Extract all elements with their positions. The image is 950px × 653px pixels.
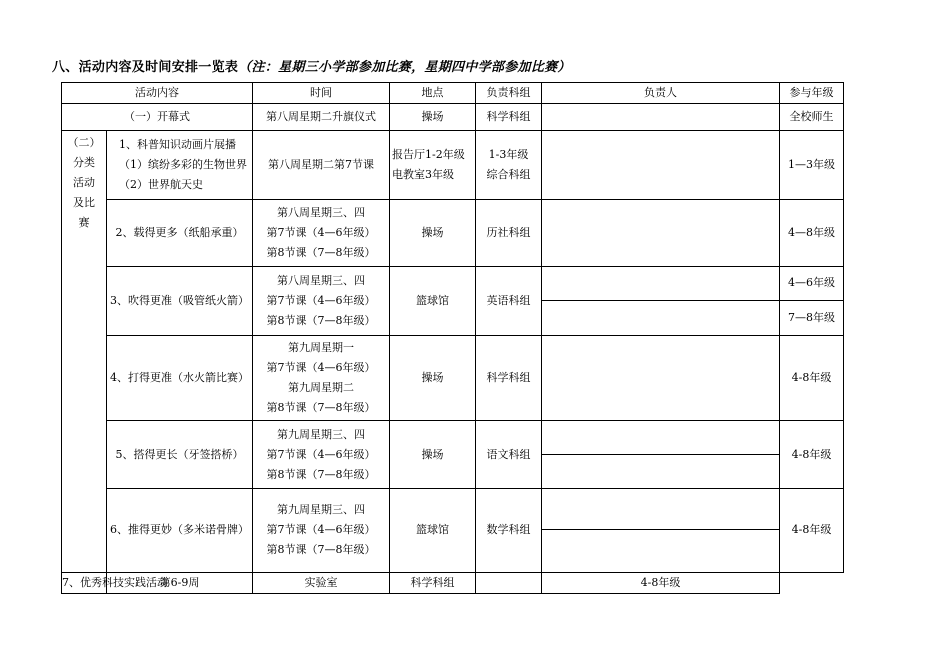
activity-leader [542,266,780,300]
time-line: 第九周星期一 [288,341,354,355]
activity-time [253,200,390,267]
time-line: 第7节课（4—6年级） [266,523,376,537]
activity-content [107,266,253,336]
activity-leader [542,200,780,267]
activity-leader [542,131,780,200]
opening-leader [542,104,780,131]
opening-place: 操场 [390,104,476,131]
activity-line: 5、搭得更长（牙签搭桥） [115,447,244,461]
time-line: 第九周星期三、四 [277,503,365,517]
table-row-opening [62,104,844,131]
activity-group [476,131,542,200]
time-line: 第九周星期二 [288,381,354,395]
table-row [62,131,844,200]
activity-time [253,336,390,421]
time-line: 第八周星期三、四 [277,205,365,219]
activity-grade: 1—3年级 [780,131,844,200]
section-label-line: 及比 [73,196,95,210]
section-label-line: （二） [67,136,101,150]
time-line: 第7节课（4—6年级） [266,294,376,308]
activity-grade: 4-8年级 [542,572,780,593]
activity-leader [542,530,780,572]
time-line: 第8节课（7—8年级） [266,245,376,259]
activity-group [476,421,542,489]
activity-line: 2、载得更多（纸船承重） [115,225,244,239]
section-label-line: 分类 [73,156,95,170]
activity-group [390,572,476,593]
section-label-line: 赛 [78,216,90,230]
activity-line: （2）世界航天史 [119,178,203,192]
activity-content [62,572,168,593]
activity-place [390,200,476,267]
activity-leader [476,572,542,593]
time-line: 第八周星期二第7节课 [268,158,374,172]
activity-grade: 4—8年级 [780,200,844,267]
table-row [62,421,844,454]
activity-time [253,131,390,200]
time-line: 第8节课（7—8年级） [266,543,376,557]
time-line: 第7节课（4—6年级） [266,225,376,239]
activity-group [476,336,542,421]
table-row [62,266,844,300]
table-row [62,488,844,529]
time-line: 第7节课（4—6年级） [266,447,376,461]
activity-line: （1）缤纷多彩的生物世界 [119,158,247,172]
activity-content [107,488,253,572]
activity-group [476,266,542,336]
activity-grade: 7—8年级 [780,301,844,336]
activity-time [253,488,390,572]
table-row [62,200,844,267]
activity-content [107,336,253,421]
activity-leader [542,421,780,454]
activity-line: 7、优秀科技实践活动 [62,575,168,589]
activity-leader [542,301,780,336]
place-line: 操场 [421,447,444,461]
activity-place [390,336,476,421]
section-label [62,131,107,572]
header-row [62,83,844,104]
activity-line: 3、吹得更准（吸管纸火箭） [110,294,249,308]
activity-leader [542,336,780,421]
title-note: （注：星期三小学部参加比赛，星期四中学部参加比赛） [238,60,571,75]
header-group: 负责科组 [476,83,542,104]
opening-time: 第八周星期二升旗仪式 [253,104,390,131]
header-leader: 负责人 [542,83,780,104]
time-line: 第8节课（7—8年级） [266,314,376,328]
header-time: 时间 [253,83,390,104]
place-line: 电教室3年级 [392,168,454,182]
activity-grade: 4-8年级 [780,488,844,572]
activity-content [107,200,253,267]
opening-grade: 全校师生 [780,104,844,131]
section-label-line: 活动 [73,176,95,190]
time-line: 第8节课（7—8年级） [266,467,376,481]
group-line: 科学科组 [410,575,455,589]
time-line: 第8节课（7—8年级） [266,401,376,415]
table-row [62,336,844,421]
activity-content [107,421,253,489]
group-line: 语文科组 [486,447,531,461]
activity-leader [542,488,780,529]
place-line: 篮球馆 [416,523,449,537]
activity-line: 6、推得更妙（多米诺骨牌） [110,523,249,537]
time-line: 第八周星期三、四 [277,274,365,288]
group-line: 1-3年级 [488,148,529,162]
table-title [52,56,571,75]
activity-place [390,421,476,489]
group-line: 历社科组 [486,225,531,239]
activity-group [476,200,542,267]
place-line: 实验室 [304,575,338,589]
activity-line: 1、科普知识动画片展播 [119,138,236,152]
activity-grade: 4-8年级 [780,336,844,421]
opening-content: （一）开幕式 [62,104,253,131]
activity-place [253,572,390,593]
title-main: 八、活动内容及时间安排一览表 [52,60,239,75]
table-row [62,572,844,593]
group-line: 数学科组 [486,523,531,537]
activity-group [476,488,542,572]
time-line: 第九周星期三、四 [277,427,365,441]
activity-time [253,421,390,489]
place-line: 报告厅1-2年级 [392,148,465,162]
activity-place [390,488,476,572]
activity-place [390,131,476,200]
time-line: 第7节课（4—6年级） [266,361,376,375]
activity-content [107,131,253,200]
header-place: 地点 [390,83,476,104]
time-line: 第6-9周 [159,575,200,589]
opening-group: 科学科组 [476,104,542,131]
header-grade: 参与年级 [780,83,844,104]
activity-time [253,266,390,336]
activity-place [390,266,476,336]
schedule-table [61,82,844,594]
place-line: 操场 [421,225,444,239]
header-content: 活动内容 [62,83,253,104]
group-line: 英语科组 [486,294,531,308]
group-line: 综合科组 [486,168,531,182]
activity-grade: 4—6年级 [780,266,844,300]
activity-line: 4、打得更准（水火箭比赛） [110,371,249,385]
place-line: 操场 [421,371,444,385]
activity-grade: 4-8年级 [780,421,844,489]
group-line: 科学科组 [486,371,531,385]
activity-leader [542,454,780,488]
place-line: 篮球馆 [416,294,449,308]
